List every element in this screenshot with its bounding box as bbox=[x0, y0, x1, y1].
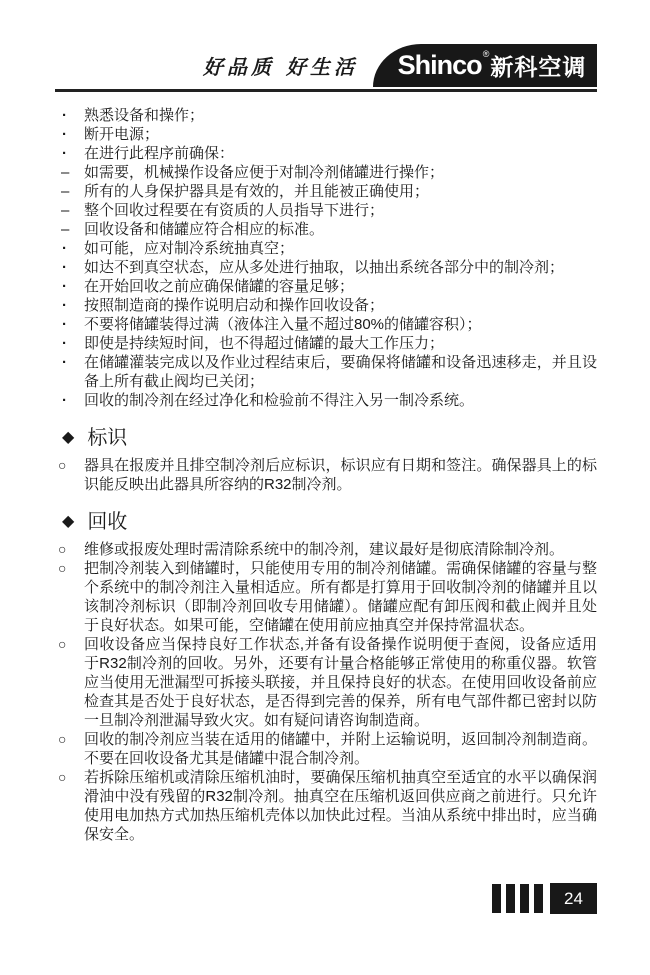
dash-bullet-icon: – bbox=[61, 164, 70, 181]
bullet-item bbox=[55, 163, 597, 182]
diamond-icon: ◆ bbox=[62, 429, 75, 446]
brand-tagline: 好品质 好生活 bbox=[203, 55, 358, 79]
section-item-text: 把制冷剂装入到储罐时，只能使用专用的制冷剂储罐。需确保储罐的容量与整个系统中的制冷剂注入量相适应。所有都是打算用于回收制冷剂的储罐并且以该制冷剂标识（即制冷剂回收专用储罐）。储罐应配有卸压阀和截止阀并且处于良好状态。如果可能，空储罐在使用前应抽真空并保持常温状态。 bbox=[84, 560, 597, 634]
registered-trademark-icon: ® bbox=[482, 49, 490, 59]
bullet-text: 即使是持续短时间，也不得超过储罐的最大工作压力； bbox=[84, 335, 445, 352]
bullet-item bbox=[55, 220, 597, 239]
brand-logo-shinco: Shinco bbox=[397, 50, 482, 80]
section-item bbox=[55, 635, 597, 730]
footer-bar-decoration bbox=[534, 884, 543, 913]
bullet-text: 整个回收过程要在有资质的人员指导下进行； bbox=[84, 202, 385, 219]
footer-bar-decoration bbox=[520, 884, 529, 913]
brand-name-chinese: 新科空调 bbox=[490, 54, 587, 80]
circle-bullet-icon: ○ bbox=[58, 560, 67, 576]
header-divider-rule bbox=[55, 89, 597, 92]
bullet-item bbox=[55, 277, 597, 296]
dot-bullet-icon: · bbox=[62, 259, 67, 276]
bullet-item bbox=[55, 391, 597, 410]
section-item-text: 器具在报废并且排空制冷剂后应标识，标识应有日期和签注。确保器具上的标识能反映出此器具所容纳的R32制冷剂。 bbox=[84, 457, 597, 493]
section-item-text: 回收的制冷剂应当装在适用的储罐中，并附上运输说明，返回制冷剂制造商。不要在回收设备尤其是储罐中混合制冷剂。 bbox=[84, 731, 597, 767]
brand-banner bbox=[373, 44, 597, 87]
section-item bbox=[55, 559, 597, 635]
bullet-item bbox=[55, 144, 597, 163]
bullet-item bbox=[55, 239, 597, 258]
sections-container bbox=[55, 425, 597, 844]
circle-bullet-icon: ○ bbox=[58, 541, 67, 557]
bullet-item bbox=[55, 315, 597, 334]
bullet-text: 如需要，机械操作设备应便于对制冷剂储罐进行操作； bbox=[84, 164, 445, 181]
section-item bbox=[55, 730, 597, 768]
section-heading bbox=[55, 509, 597, 535]
circle-bullet-icon: ○ bbox=[58, 636, 67, 652]
footer-bar-decoration bbox=[506, 884, 515, 913]
dot-bullet-icon: · bbox=[62, 354, 67, 371]
bullet-text: 断开电源； bbox=[84, 126, 160, 143]
bullet-text: 回收设备和储罐应符合相应的标准。 bbox=[84, 221, 325, 238]
dot-bullet-icon: · bbox=[62, 126, 67, 143]
bullet-text: 如可能，应对制冷系统抽真空； bbox=[84, 240, 295, 257]
section-title: 回收 bbox=[87, 511, 128, 533]
dot-bullet-icon: · bbox=[62, 316, 67, 333]
dash-bullet-icon: – bbox=[61, 221, 70, 238]
bullet-text: 所有的人身保护器具是有效的，并且能被正确使用； bbox=[84, 183, 430, 200]
section-标识 bbox=[55, 425, 597, 494]
bullet-text: 如达不到真空状态，应从多处进行抽取，以抽出系统各部分中的制冷剂； bbox=[84, 259, 565, 276]
bullet-item bbox=[55, 182, 597, 201]
bullet-text: 熟悉设备和操作； bbox=[84, 107, 205, 124]
dot-bullet-icon: · bbox=[62, 392, 67, 409]
section-item bbox=[55, 456, 597, 494]
bullet-item bbox=[55, 334, 597, 353]
bullet-text: 回收的制冷剂在经过净化和检验前不得注入另一制冷系统。 bbox=[84, 392, 475, 409]
bullet-text: 在储罐灌装完成以及作业过程结束后，要确保将储罐和设备迅速移走，并且设备上所有截止阀均已关闭； bbox=[84, 354, 597, 390]
dot-bullet-icon: · bbox=[62, 297, 67, 314]
dot-bullet-icon: · bbox=[62, 278, 67, 295]
page-number-badge bbox=[550, 883, 597, 914]
circle-bullet-icon: ○ bbox=[58, 769, 67, 785]
section-title: 标识 bbox=[87, 427, 128, 449]
footer-bar-decoration bbox=[492, 884, 501, 913]
bullet-text: 按照制造商的操作说明启动和操作回收设备； bbox=[84, 297, 385, 314]
dot-bullet-icon: · bbox=[62, 107, 67, 124]
dot-bullet-icon: · bbox=[62, 335, 67, 352]
bullet-item bbox=[55, 258, 597, 277]
page-footer bbox=[492, 883, 597, 914]
diamond-icon: ◆ bbox=[62, 513, 75, 530]
section-heading bbox=[55, 425, 597, 451]
section-item-text: 维修或报废处理时需清除系统中的制冷剂，建议最好是彻底清除制冷剂。 bbox=[84, 541, 565, 558]
bullet-text: 在开始回收之前应确保储罐的容量足够； bbox=[84, 278, 355, 295]
dot-bullet-icon: · bbox=[62, 240, 67, 257]
bullet-item bbox=[55, 296, 597, 315]
bullet-item bbox=[55, 201, 597, 220]
section-回收 bbox=[55, 509, 597, 844]
section-item-text: 回收设备应当保持良好工作状态,并备有设备操作说明便于查阅，设备应适用于R32制冷剂的回收。另外，还要有计量合格能够正常使用的称重仪器。软管应当使用无泄漏型可拆接头联接，并且保持良好的状态。在使用回收设备前应检查其是否处于良好状态，是否得到完善的保养，所有电气部件都已密封以防一旦制冷剂泄漏导致火灾。如有疑问请咨询制造商。 bbox=[84, 636, 597, 729]
precaution-bullet-list bbox=[55, 106, 597, 410]
bullet-item bbox=[55, 106, 597, 125]
bullet-item bbox=[55, 353, 597, 391]
dash-bullet-icon: – bbox=[61, 183, 70, 200]
bullet-text: 不要将储罐装得过满（液体注入量不超过80%的储罐容积）； bbox=[84, 316, 482, 333]
bullet-item bbox=[55, 125, 597, 144]
page-number: 24 bbox=[564, 888, 583, 908]
section-item bbox=[55, 540, 597, 559]
page-body bbox=[55, 106, 597, 844]
section-item-text: 若拆除压缩机或清除压缩机油时，要确保压缩机抽真空至适宜的水平以确保润滑油中没有残留的R32制冷剂。抽真空在压缩机返回供应商之前进行。只允许使用电加热方式加热压缩机壳体以加快此过程。当油从系统中排出时，应当确保安全。 bbox=[84, 769, 597, 843]
bullet-text: 在进行此程序前确保： bbox=[84, 145, 235, 162]
circle-bullet-icon: ○ bbox=[58, 731, 67, 747]
circle-bullet-icon: ○ bbox=[58, 457, 67, 473]
section-item bbox=[55, 768, 597, 844]
dash-bullet-icon: – bbox=[61, 202, 70, 219]
dot-bullet-icon: · bbox=[62, 145, 67, 162]
